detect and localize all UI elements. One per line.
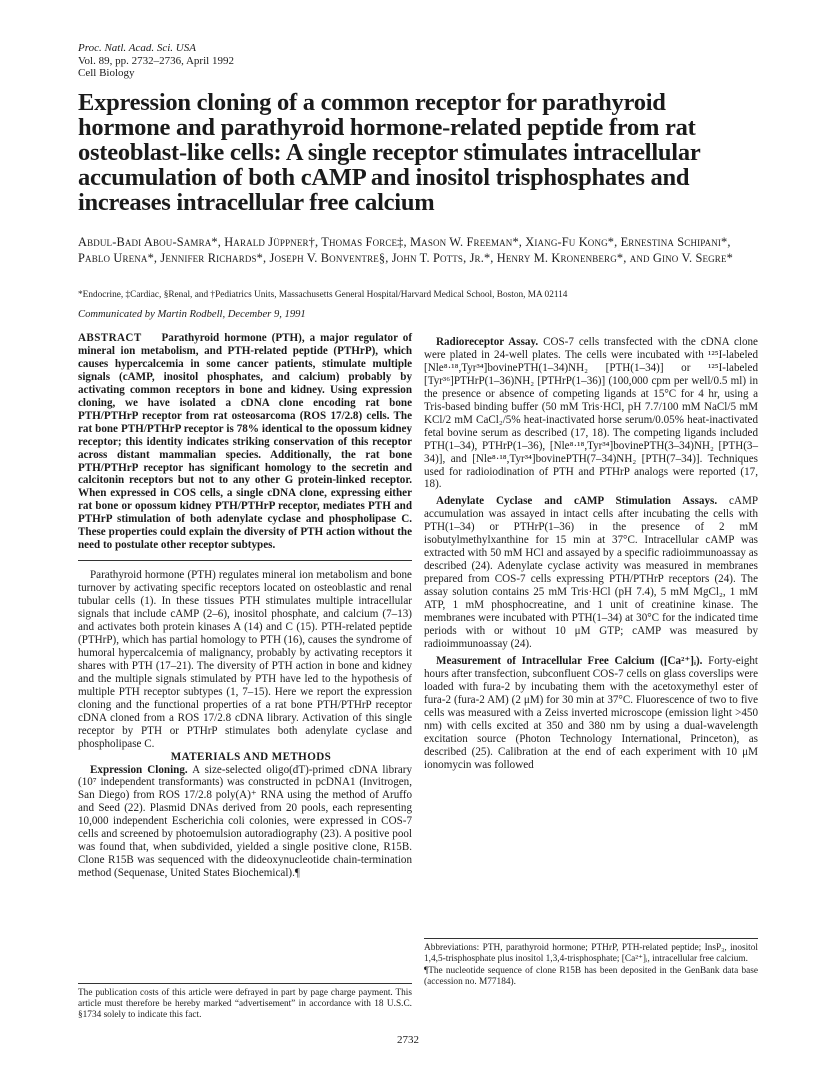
radioreceptor-heading: Radioreceptor Assay. bbox=[436, 336, 539, 348]
adenylate-heading: Adenylate Cyclase and cAMP Stimulation Assays. bbox=[436, 495, 718, 508]
author-list: Abdul-Badi Abou-Samra*, Harald Jüppner†, Thomas Force‡, Mason W. Freeman*, Xiang-Fu Kong*, Ernestina Schipani*, Pablo Urena*, Jennifer Richards*, Joseph V. Bonventre§, John T. Potts, Jr.*, Henry M. Kronenberg*, and Gino V. Segre* bbox=[78, 235, 733, 265]
footnotes-right bbox=[424, 938, 758, 988]
article-title: Expression cloning of a common receptor for parathyroid hormone and parathyroid hormone-related peptide from rat osteoblast-like cells: A single receptor stimulates intracellular accumulation of both cAMP and inositol trisphosphates and increases intracellular free calcium bbox=[78, 89, 701, 216]
calcium-paragraph bbox=[424, 655, 758, 772]
journal-name: Proc. Natl. Acad. Sci. USA bbox=[78, 42, 196, 54]
calcium-heading: Measurement of Intracellular Free Calcium ([Ca²⁺]ᵢ). bbox=[436, 654, 703, 667]
genbank-footnote: ¶The nucleotide sequence of clone R15B has been deposited in the GenBank data base (accession no. M77184). bbox=[424, 966, 758, 987]
abstract-label: ABSTRACT bbox=[78, 332, 142, 344]
radioreceptor-paragraph bbox=[424, 336, 758, 491]
calcium-text: Forty-eight hours after transfection, subconfluent COS-7 cells on glass coverslips were loaded with fura-2 by incubating them with the acetoxymethyl ester of fura-2 (fura-2 AM) (2 μM) for 30 min at 37°C. Fluorescence of two to five cells was measured with a Zeiss inverted microscope (emission light >450 nm) with cells excited at 350 and 380 nm by using a dual-wavelength excitation source (Photon Technology International, Princeton), as described (25). Calibration at the end of each experiment with 10 μM ionomycin was followed bbox=[424, 654, 758, 771]
communicated-by: Communicated by Martin Rodbell, December 9, 1991 bbox=[78, 309, 306, 320]
radioreceptor-text: COS-7 cells transfected with the cDNA clone were plated in 24-well plates. The cells were incubated with ¹²⁵I-labeled [Nle⁸·¹⁸,Tyr³⁴]bovinePTH(1–34)NH₂ [PTH(1–34)] or ¹²⁵I-labeled [Tyr³⁶]PTHrP(1–36)NH₂ [PTHrP(1–36)] (100,000 cpm per well/0.5 ml) in the presence or absence of competing ligands at 15°C for 4 hr, using a Tris-based binding buffer (50 mM Tris·HCl, pH 7.7/100 mM NaCl/5 mM KCl/2 mM CaCl₂/5% heat-inactivated horse serum/0.05% heat-inactivated fetal bovine serum as described (17, 18). The competing ligands included PTH(1–34), PTHrP(1–36), [Nle⁸·¹⁸,Tyr³⁴]bovinePTH(3–34)NH₂ [PTH(3–34)], and [Nle⁸·¹⁸,Tyr³⁴]bovinePTH(7–34)NH₂ [PTH(7–34)]. Techniques used for radioiodination of PTH and PTHrP analogs were reported (17, 18). bbox=[424, 336, 758, 491]
left-column bbox=[78, 332, 412, 880]
expression-cloning-paragraph bbox=[78, 764, 412, 881]
section-heading-methods: MATERIALS AND METHODS bbox=[170, 750, 332, 763]
affiliation: *Endocrine, ‡Cardiac, §Renal, and †Pediatrics Units, Massachusetts General Hospital/Harvard Medical School, Boston, MA 02114 bbox=[78, 290, 568, 300]
intro-paragraph: Parathyroid hormone (PTH) regulates mineral ion metabolism and bone turnover by activating specific receptors located on osteoblastic and renal tubular cells (1). In these tissues PTH stimulates multiple intracellular signals that include cAMP (2–6), inositol phosphate, and calcium (7–13) and activates both protein kinases A (14) and C (15). PTH-related peptide (PTHrP), which has partial homology to PTH (16), causes the syndrome of humoral hypercalcemia of malignancy, probably by activating receptors it shares with PTH (17–21). The diversity of PTH action in bone and kidney and the multiple signals stimulated by PTH have led to the hypothesis of multiple PTH receptor subtypes (1, 7–15). Here we report the expression cloning and the functional properties of a rat bone PTH/PTHrP receptor cDNA cloned from a ROS 17/2.8 cDNA library. Activation of this single receptor by PTH or PTHrP stimulates both adenylate cyclase and phospholipase C. bbox=[78, 569, 412, 750]
volume-line: Vol. 89, pp. 2732–2736, April 1992 bbox=[78, 54, 234, 67]
journal-section: Cell Biology bbox=[78, 67, 135, 79]
publication-cost-footnote: The publication costs of this article were defrayed in part by page charge payment. This article must therefore be hereby marked “advertisement” in accordance with 18 U.S.C. §1734 solely to indicate this fact. bbox=[78, 983, 412, 1021]
expression-cloning-heading: Expression Cloning. bbox=[90, 763, 188, 776]
abstract-text: Parathyroid hormone (PTH), a major regulator of mineral ion metabolism, and PTH-related peptide (PTHrP), which causes hypercalcemia in some cancer patients, stimulate multiple signals (cAMP, inositol phosphates, and calcium) probably by activating common receptors in bone and kidney. Using expression cloning, we have isolated a cDNA clone encoding rat bone PTH/PTHrP receptor from rat osteosarcoma (ROS 17/2.8) cells. The rat bone PTH/PTHrP receptor is 78% identical to the opossum kidney receptor; this identity indicates striking conservation of this receptor across distant mammalian species. Additionally, the rat bone PTH/PTHrP receptor has significant homology to the secretin and calcitonin receptors but not to any other G protein-linked receptor. When expressed in COS cells, a single cDNA clone, expressing either rat bone or opossum kidney PTH/PTHrP receptor, mediates PTH and PTHrP stimulation of both adenylate cyclase and phospholipase C. These properties could explain the diversity of PTH action without the need to postulate other receptor subtypes. bbox=[78, 332, 413, 552]
page-number: 2732 bbox=[397, 1034, 419, 1046]
abstract bbox=[78, 332, 412, 561]
expression-cloning-text: A size-selected oligo(dT)-primed cDNA library (10⁷ independent transformants) was constructed in pcDNA1 (Invitrogen, San Diego) from ROS 17/2.8 poly(A)⁺ RNA using the method of Aruffo and Seed (22). Plasmid DNAs derived from 20 pools, each representing 10,000 independent Escherichia coli colonies, were expressed in COS-7 cells and screened by photoemulsion autoradiography (23). A positive pool was found that, when subdivided, yielded a single positive clone, R15B. Clone R15B was sequenced with the dideoxynucleotide chain-termination method (Sequenase, United States Biochemical).¶ bbox=[78, 763, 412, 880]
adenylate-text: cAMP accumulation was assayed in intact cells after incubating the cells with PTH(1–34) or PTHrP(1–36) in the presence of 2 mM isobutylmethylxanthine for 15 min at 37°C. Intracellular cAMP was extracted with 50 mM HCl and assayed by a specific radioimmunoassay as described (24). Adenylate cyclase activity was measured in membranes prepared from COS-7 cells expressing PTH/PTHrP receptors (24). The assay solution contains 25 mM Tris·HCl (pH 7.4), 5 mM MgCl₂, 1 mM ATP, 1 mM phosphocreatine, and 1 unit of creatinine kinase. The membranes were incubated with PTH(1–34) at 30°C for the indicated time periods with or without 10 μM GTP; cAMP was measured by radioimmunoassay (24). bbox=[424, 495, 758, 650]
abbreviations-footnote: Abbreviations: PTH, parathyroid hormone; PTHrP, PTH-related peptide; InsP₃, inositol 1,4,5-trisphosphate plus inositol 1,3,4-trisphosphate; [Ca²⁺]ᵢ, intracellular free calcium. bbox=[424, 943, 758, 964]
journal-header bbox=[78, 42, 234, 80]
right-column bbox=[424, 332, 758, 771]
adenylate-paragraph bbox=[424, 495, 758, 650]
